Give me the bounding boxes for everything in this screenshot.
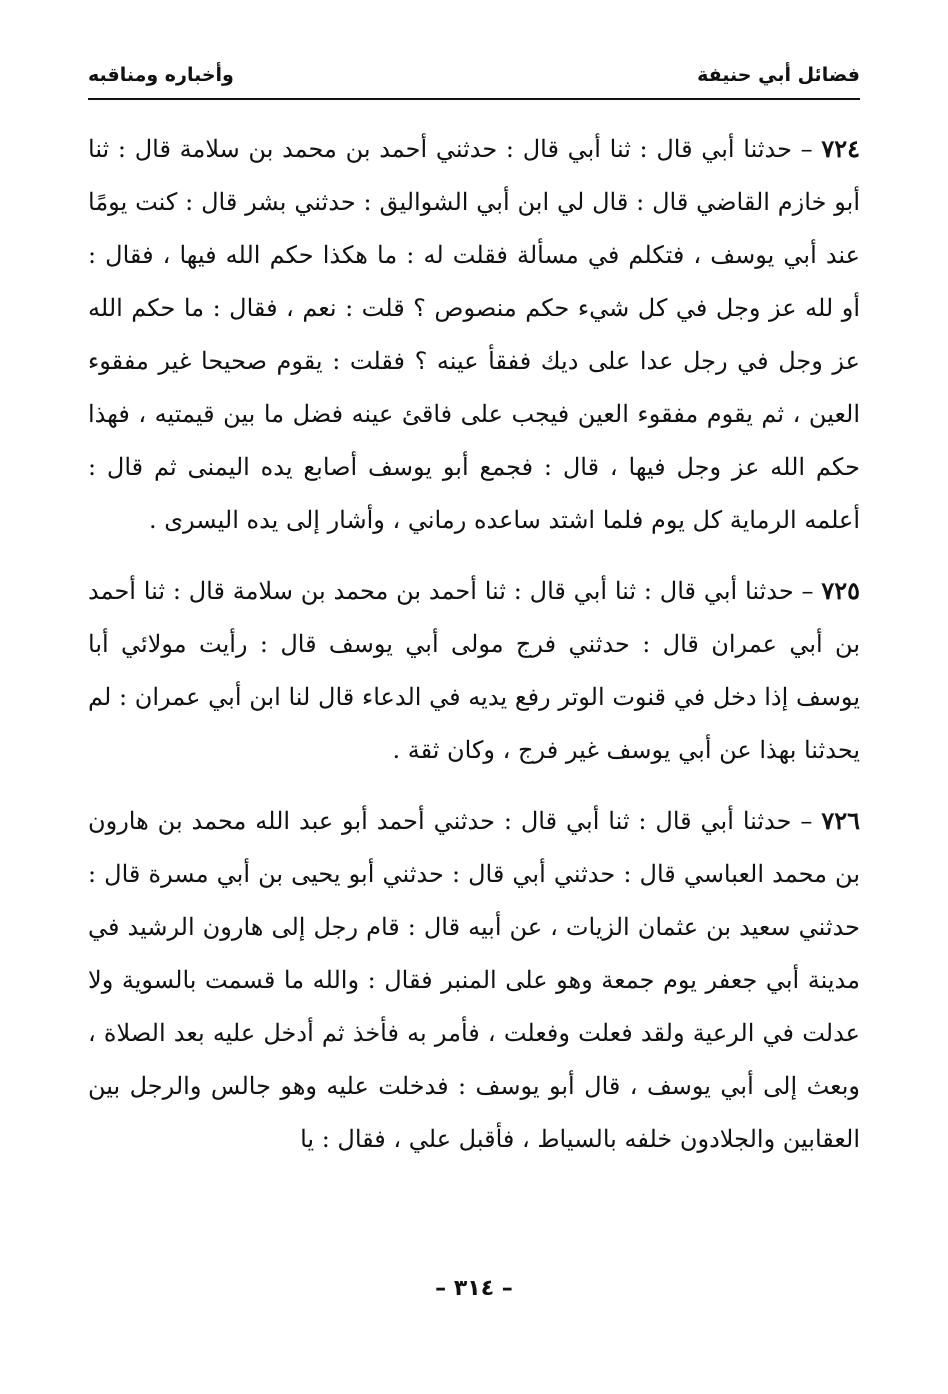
main-text	[88, 122, 860, 1183]
header-rule	[88, 98, 860, 100]
section-title: وأخباره ومناقبه	[88, 64, 234, 86]
page-number: – ٣١٤ –	[435, 1276, 513, 1301]
paragraph-text: – حدثنا أبي قال : ثنا أبي قال : ثنا أحمد بن محمد بن سلامة قال : ثنا أحمد بن أبي عمران قال : حدثني فرج مولى أبي يوسف قال : رأيت مولائي أبا يوسف إذا دخل في قنوت الوتر رفع يديه في الدعاء قال لنا ابن أبي عمران : لم يحدثنا بهذا عن أبي يوسف غير فرج ، وكان ثقة .	[88, 577, 860, 764]
book-title: فضائل أبي حنيفة	[697, 64, 860, 86]
paragraph-number: ٧٢٤	[821, 134, 860, 163]
running-header	[88, 58, 860, 96]
paragraph-number: ٧٢٦	[821, 806, 860, 835]
hadith-paragraph	[88, 564, 860, 777]
paragraph-number: ٧٢٥	[821, 576, 860, 605]
paragraph-text: – حدثنا أبي قال : ثنا أبي قال : حدثني أحمد أبو عبد الله محمد بن هارون بن محمد العباسي قال : حدثني أبي قال : حدثني أبو يحيى بن أبي مسرة قال : حدثني سعيد بن عثمان الزيات ، عن أبيه قال : قام رجل إلى هارون الرشيد في مدينة أبي جعفر يوم جمعة وهو على المنبر فقال : والله ما قسمت بالسوية ولا عدلت في الرعية ولقد فعلت وفعلت ، فأمر به فأخذ ثم أدخل عليه بعد الصلاة ، وبعث إلى أبي يوسف ، قال أبو يوسف : فدخلت عليه وهو جالس والرجل بين العقابين والجلادون خلفه بالسياط ، فأقبل علي ، فقال : يا	[88, 807, 861, 1153]
hadith-paragraph	[88, 122, 860, 547]
hadith-paragraph	[88, 794, 860, 1166]
paragraph-text: – حدثنا أبي قال : ثنا أبي قال : حدثني أحمد بن محمد بن سلامة قال : ثنا أبو خازم القاضي قال : قال لي ابن أبي الشواليق : حدثني بشر قال : كنت يومًا عند أبي يوسف ، فتكلم في مسألة فقلت له : ما هكذا حكم الله فيها ، فقال : أو لله عز وجل في كل شيء حكم منصوص ؟ قلت : نعم ، فقال : ما حكم الله عز وجل في رجل عدا على ديك ففقأ عينه ؟ فقلت : يقوم صحيحا غير مفقوء العين ، ثم يقوم مفقوء العين فيجب على فاقئ عينه فضل ما بين قيمتيه ، فهذا حكم الله عز وجل فيها ، قال : فجمع أبو يوسف أصابع يده اليمنى ثم قال : أعلمه الرماية كل يوم فلما اشتد ساعده رماني ، وأشار إلى يده اليسرى .	[88, 135, 860, 534]
